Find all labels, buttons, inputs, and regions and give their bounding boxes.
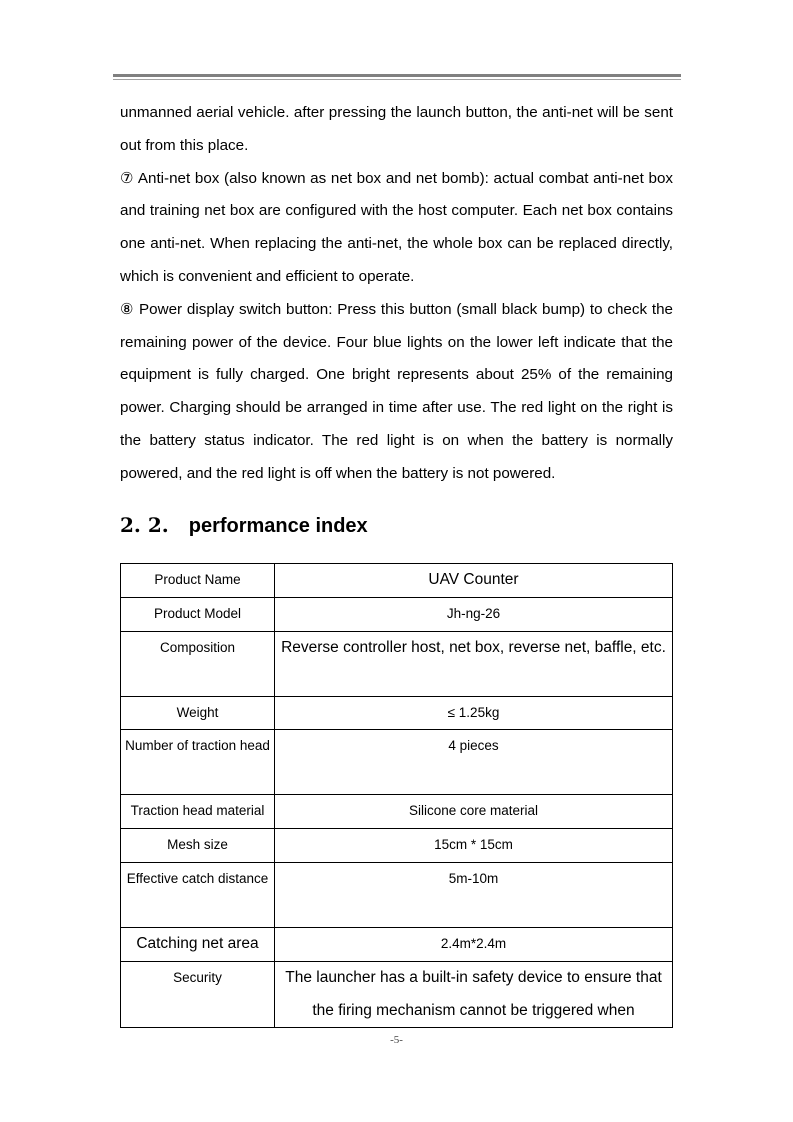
- row-value: Reverse controller host, net box, reverse net, baffle, etc.: [275, 631, 673, 696]
- section-title: performance index: [188, 515, 368, 537]
- row-label: Security: [121, 961, 275, 1028]
- section-number: 2. 2.: [120, 513, 169, 537]
- row-label: Product Model: [121, 597, 275, 631]
- row-value: Jh-ng-26: [275, 597, 673, 631]
- paragraph-power-display-button: ⑧ Power display switch button: Press this button (small black bump) to check the remaining power of the device. Four blue lights on the lower left indicate that the equipment is fully charged. One bright represents about 25% of the remaining power. Charging should be arranged in time after use. The red light on the right is the battery status indicator. The red light is on when the battery is normally powered, and the red light is off when the battery is not powered.: [120, 300, 673, 482]
- row-value: 4 pieces: [275, 730, 673, 795]
- row-label: Number of traction head: [121, 730, 275, 795]
- row-value: 15cm * 15cm: [275, 829, 673, 863]
- row-label: Effective catch distance: [121, 862, 275, 927]
- table-row: [121, 564, 673, 598]
- row-value: ≤ 1.25kg: [275, 696, 673, 730]
- table-row: [121, 631, 673, 696]
- row-label: Composition: [121, 631, 275, 696]
- paragraph-anti-net-box: ⑦ Anti-net box (also known as net box and net bomb): actual combat anti-net box and training net box are configured with the host computer. Each net box contains one anti-net. When replacing the anti-net, the whole box can be replaced directly, which is convenient and efficient to operate.: [120, 169, 673, 285]
- table-row: [121, 829, 673, 863]
- header-rule: [113, 74, 681, 77]
- row-value: 5m-10m: [275, 862, 673, 927]
- table-row: [121, 597, 673, 631]
- table-row: [121, 927, 673, 961]
- page-number: -5-: [390, 1034, 403, 1046]
- body-text: [120, 97, 673, 491]
- row-label: Weight: [121, 696, 275, 730]
- table-row: [121, 795, 673, 829]
- section-heading: [120, 510, 368, 541]
- row-label: Catching net area: [121, 927, 275, 961]
- table-row: [121, 730, 673, 795]
- row-value: 2.4m*2.4m: [275, 927, 673, 961]
- row-value: UAV Counter: [275, 564, 673, 598]
- row-value: Silicone core material: [275, 795, 673, 829]
- paragraph-launch-outlet: unmanned aerial vehicle. after pressing the launch button, the anti-net will be sent out from this place.: [120, 104, 673, 154]
- table-row: [121, 862, 673, 927]
- row-label: Product Name: [121, 564, 275, 598]
- row-value: The launcher has a built-in safety device to ensure that the firing mechanism cannot be triggered when: [275, 961, 673, 1028]
- row-label: Mesh size: [121, 829, 275, 863]
- row-label: Traction head material: [121, 795, 275, 829]
- table-row: [121, 961, 673, 1028]
- performance-index-table: [120, 563, 673, 1028]
- table-row: [121, 696, 673, 730]
- header-rule-thin: [113, 79, 681, 80]
